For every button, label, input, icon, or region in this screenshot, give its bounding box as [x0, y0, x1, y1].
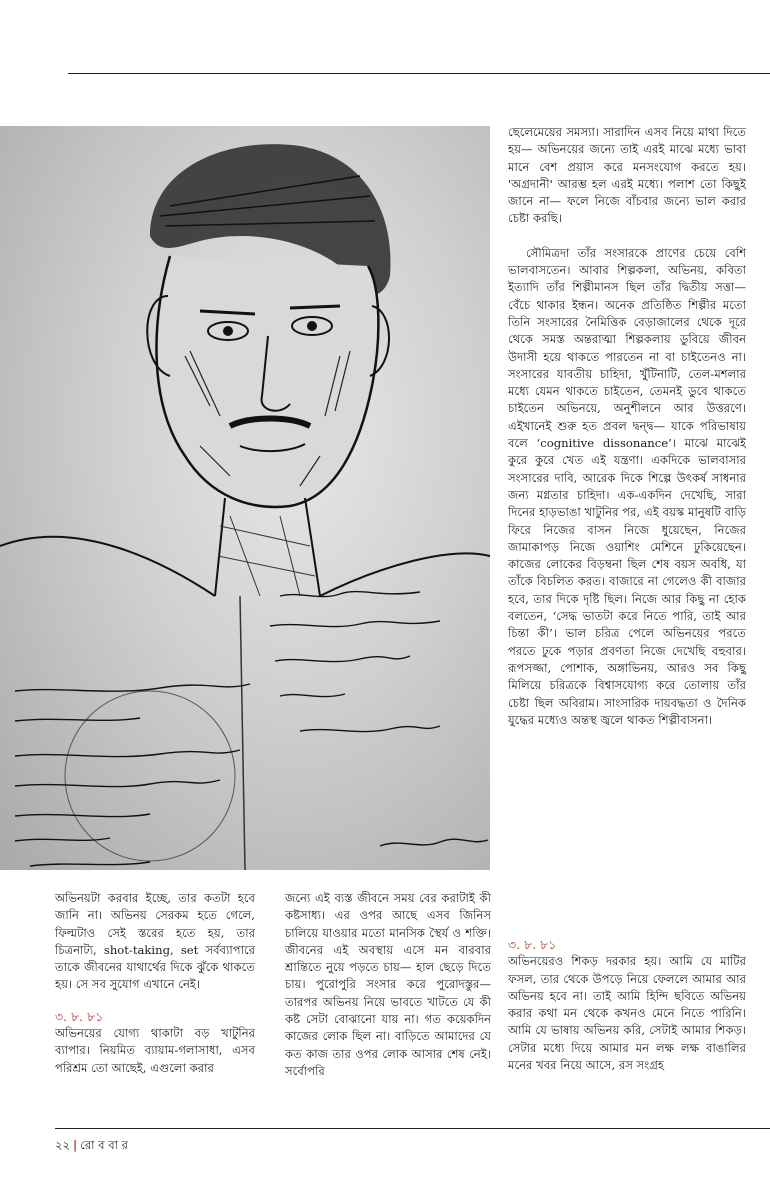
pen-sketch-illustration	[0, 126, 490, 870]
page-number: ২২	[55, 1138, 70, 1152]
b1-paragraph-1: অভিনয়টা করবার ইচ্ছে, তার কতটা হবে জানি না। অভিনয় সেরকম হতে গেলে, ফিল্মটাও সেই স্তরের হতে হয়, তার চিত্রনাট্য, shot-taking, set সর্বব্যাপারে তাকে জীবনের যাথার্থের দিকে ঝুঁকে থাকতে হয়। সে সব সুযোগ এখানে নেই।	[55, 891, 255, 992]
right-paragraph-2: সৌমিত্রদা তাঁর সংসারকে প্রাণের চেয়ে বেশি ভালবাসতেন। আবার শিল্পকলা, অভিনয়, কবিতা ইত্যাদি তাঁর শিল্পীমানস ছিল তাঁর দ্বিতীয় সত্তা— বেঁচে থাকার ইন্ধন। অনেক প্রতিষ্ঠিত শিল্পীর মতো তিনি সংসারের নৈমিত্তিক বেড়াজালের থেকে দূরে থেকে সমস্ত অন্তরাত্মা শিল্পকলায় ডুবিয়ে জীবন উদাসী হয়ে থাকতে পারতেন না বা চাইতেনও না। সংসারের যাবতীয় চাহিদা, খুঁটিনাটি, তেল-মশলার মধ্যে যেমন থাকতে চাইতেন, তেমনই ডুবে থাকতে চাইতেন অভিনয়ে, অনুশীলনে আর উত্তরণে। এইখানেই শুরু হত প্রবল দ্বন্দ্ব— যাকে পরিভাষায় বলে ‘cognitive dissonance’। মাঝে মাঝেই কুরে কুরে খেত এই যন্ত্রণা। একদিকে ভালবাসার সংসারের দাবি, আরেক দিকে শিল্পে উৎকর্ষ সাধনার জন্য মগ্নতার চাহিদা। এক-একদিন দেখেছি, সারা দিনের হাড়ভাঙা খাটুনির পর, এই বয়স্ক মানুষটি বাড়ি ফিরে নিজের বাসন নিজে ধুয়েছেন, নিজের জামাকাপড় নিজে ওয়াশিং মেশিনে ঢুকিয়েছেন। কাজের লোকের বিড়ম্বনা ছিল শেষ বয়স অবধি, যা তাঁকে বিচলিত করত। বাজারে না গেলেও কী বাজার হবে, তার দিকে দৃষ্টি ছিল। নিজে আর কিছু না হোক বলতেন, ‘সেদ্ধ ভাতটা করে নিতে পারি, তাই আর চিন্তা কী’। ভাল চরিত্র পেলে অভিনয়ের পরতে পরতে ঢুকে পড়ার প্রবণতা নিজে দেখেছি বহুবার। রূপসজ্জা, পোশাক, অঙ্গাভিনয়, আরও সব কিছু মিলিয়ে চরিত্রকে বিশ্বাসযোগ্য করে তোলায় তাঁর চেষ্টা ছিল অবিরাম। সাংসারিক দায়বদ্ধতা ও দৈনিক যুদ্ধের মধ্যেও অন্তস্থ জ্বলে থাকত শিল্পীবাসনা।	[508, 245, 746, 727]
bottom-column-1	[55, 890, 255, 1077]
bottom-column-2	[285, 890, 491, 1080]
bottom-rule	[55, 1128, 770, 1129]
top-rule	[68, 73, 770, 74]
right-paragraph-1: ছেলেমেয়ের সমস্যা। সারাদিন এসব নিয়ে মাথা দিতে হয়— অভিনয়ের জন্যে তাই এরই মাঝে মধ্যে ভাবা মানে বেশ প্রয়াস করে মনসংযোগ করতে হয়। 'অগ্রদানী' আরম্ভ হল এরই মধ্যে। পলাশ তো কিছুই জানে না— ফলে নিজে বাঁচবার জন্যে ভাল করার চেষ্টা করছি।	[508, 125, 746, 226]
footer-separator: |	[72, 1138, 78, 1152]
b3-paragraph-1: অভিনয়েরও শিকড় দরকার হয়। আমি যে মাটির ফসল, তার থেকে উপড়ে নিয়ে ফেললে আমার আর অভিনয় হবে না। তাই আমি হিন্দি ছবিতে অভিনয় করার কথা মন থেকে কখনও মেনে নিতে পারিনি। আমি যে ভাষায় অভিনয় করি, সেটাই আমার শিকড়। সেটার মধ্যে দিয়ে আমার মন লক্ষ লক্ষ বাঙালির মনের খবর নিয়ে আসে, রস সংগ্রহ	[508, 954, 746, 1073]
b2-paragraph-1: জন্যে এই ব্যস্ত জীবনে সময় বের করাটাই কী কষ্টসাধ্য। এর ওপর আছে এসব জিনিস চালিয়ে যাওয়ার মতো মানসিক স্থৈর্য ও শক্তি। জীবনের এই অবস্থায় এসে মন বারবার শ্রান্তিতে নুয়ে পড়তে চায়— হাল ছেড়ে দিতে চায়। পুরোপুরি সংসার করে পুরোদস্তুর— তারপর অভিনয় নিয়ে ভাবতে খাটতে যে কী কষ্ট সেটা বোঝানো যায় না। গত কয়েকদিন কাজের লোক ছিল না। বাড়িতে আমাদের যে কত কাজ তার ওপর লোক আসার শেষ নেই। সর্বোপরি	[285, 891, 491, 1078]
right-column-text	[508, 124, 746, 729]
b1-paragraph-2: অভিনয়ের যোগ্য থাকাটা বড় খাটুনির ব্যাপার। নিয়মিত ব্যায়াম-গলাসাধা, এসব পরিশ্রম তো আছেই, এগুলো করার	[55, 1026, 255, 1075]
b1-date-heading: ৩. ৮. ৮১	[55, 1008, 104, 1024]
b3-date-heading: ৩. ৮. ৮১	[508, 937, 557, 952]
publication-name: রো ব বা র	[80, 1138, 128, 1152]
page-footer	[55, 1137, 128, 1156]
bottom-column-3	[508, 934, 746, 1074]
